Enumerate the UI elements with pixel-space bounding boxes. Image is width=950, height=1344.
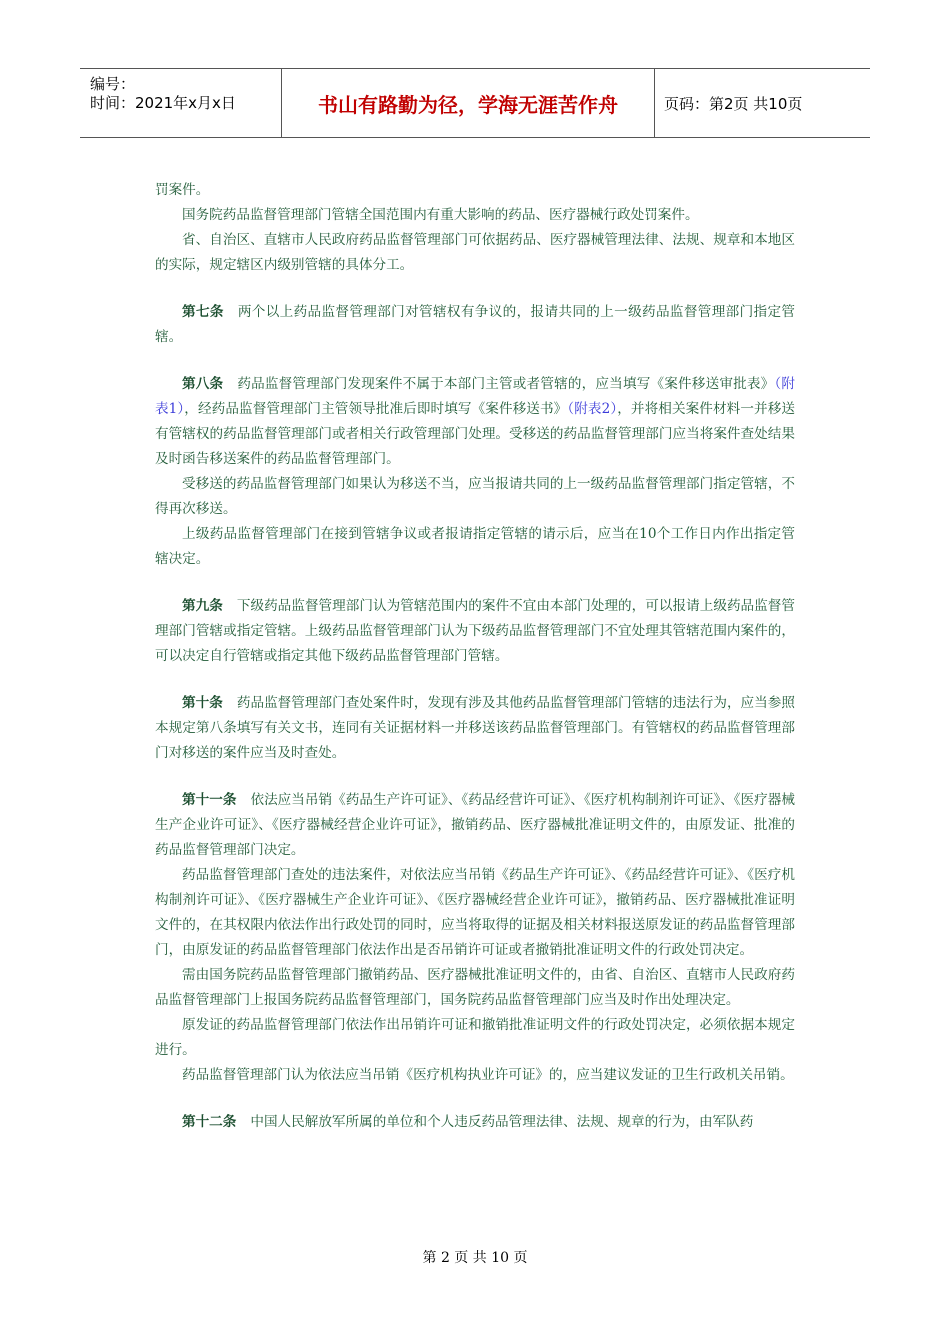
article-title: 第九条 — [182, 598, 223, 614]
article-text: 两个以上药品监督管理部门对管辖权有争议的，报请共同的上一级药品监督管理部门指定管辖。 — [155, 304, 796, 345]
header-meta — [80, 69, 282, 137]
header-motto: 书山有路勤为径，学海无涯苦作舟 — [282, 69, 655, 137]
article-text: 依法应当吊销《药品生产许可证》、《药品经营许可证》、《医疗机构制剂许可证》、《医疗器械生产企业许可证》、《医疗器械经营企业许可证》，撤销药品、医疗器械批准证明文件的，由原发证、批准的药品监督管理部门决定。 — [155, 792, 795, 858]
document-number-label: 编号： — [90, 75, 136, 93]
article-text: ，经药品监督管理部门主管领导批准后即时填写《案件移送书》 — [184, 401, 568, 417]
page-footer: 第 2 页 共 10 页 — [422, 1250, 528, 1266]
article-text: ，并将相关案件材料一并移送有管辖权的药品监督管理部门或者相关行政管理部门处理。受移送的药品监督管理部门应当将案件查处结果及时函告移送案件的药品监督管理部门。 — [155, 401, 795, 467]
paragraph: 原发证的药品监督管理部门依法作出吊销许可证和撤销批准证明文件的行政处罚决定，必须依据本规定进行。 — [155, 1017, 795, 1058]
article-8 — [155, 372, 795, 472]
paragraph: 国务院药品监督管理部门管辖全国范围内有重大影响的药品、医疗器械行政处罚案件。 — [182, 207, 699, 223]
paragraph: 罚案件。 — [155, 182, 210, 198]
article-10 — [155, 691, 795, 766]
appendix-link-2[interactable]: （附表2） — [567, 401, 618, 417]
article-text: 药品监督管理部门查处案件时，发现有涉及其他药品监督管理部门管辖的违法行为，应当参照本规定第八条填写有关文书，连同有关证据材料一并移送该药品监督管理部门。有管辖权的药品监督管理部门对移送的案件应当及时查处。 — [155, 695, 795, 761]
paragraph: 药品监督管理部门查处的违法案件，对依法应当吊销《药品生产许可证》、《药品经营许可证》、《医疗机构制剂许可证》、《医疗器械生产企业许可证》、《医疗器械经营企业许可证》，撤销药品、医疗器械批准证明文件的，在其权限内依法作出行政处罚的同时，应当将取得的证据及相关材料报送原发证的药品监督管理部门，由原发证的药品监督管理部门依法作出是否吊销许可证或者撤销批准证明文件的行政处罚决定。 — [155, 867, 795, 958]
paragraph: 省、自治区、直辖市人民政府药品监督管理部门可依据药品、医疗器械管理法律、法规、规章和本地区的实际，规定辖区内级别管辖的具体分工。 — [155, 232, 795, 273]
article-7 — [155, 300, 795, 350]
document-body — [155, 178, 795, 1135]
article-text: 下级药品监督管理部门认为管辖范围内的案件不宜由本部门处理的，可以报请上级药品监督管理部门管辖或指定管辖。上级药品监督管理部门认为下级药品监督管理部门不宜处理其管辖范围内案件的，可以决定自行管辖或指定其他下级药品监督管理部门管辖。 — [155, 598, 795, 664]
article-title: 第十条 — [182, 695, 223, 711]
appendix-link-1[interactable]: （附表1） — [155, 376, 796, 417]
document-time-label: 时间：2021年x月x日 — [90, 94, 236, 112]
paragraph: 上级药品监督管理部门在接到管辖争议或者报请指定管辖的请示后，应当在10个工作日内作出指定管辖决定。 — [155, 526, 795, 567]
article-title: 第八条 — [182, 376, 224, 392]
article-9 — [155, 594, 795, 669]
article-title: 第七条 — [182, 304, 224, 320]
article-title: 第十二条 — [182, 1114, 237, 1130]
paragraph: 需由国务院药品监督管理部门撤销药品、医疗器械批准证明文件的，由省、自治区、直辖市人民政府药品监督管理部门上报国务院药品监督管理部门，国务院药品监督管理部门应当及时作出处理决定。 — [155, 967, 795, 1008]
paragraph: 药品监督管理部门认为依法应当吊销《医疗机构执业许可证》的，应当建议发证的卫生行政机关吊销。 — [182, 1067, 794, 1083]
article-text: 药品监督管理部门发现案件不属于本部门主管或者管辖的，应当填写《案件移送审批表》 — [237, 376, 775, 392]
article-title: 第十一条 — [182, 792, 237, 808]
page-header — [80, 68, 870, 138]
header-page-info: 页码：第2页 共10页 — [664, 94, 803, 113]
article-11 — [155, 788, 795, 863]
article-text: 中国人民解放军所属的单位和个人违反药品管理法律、法规、规章的行为，由军队药 — [250, 1114, 754, 1130]
article-12 — [155, 1110, 795, 1135]
paragraph: 受移送的药品监督管理部门如果认为移送不当，应当报请共同的上一级药品监督管理部门指定管辖，不得再次移送。 — [155, 476, 795, 517]
